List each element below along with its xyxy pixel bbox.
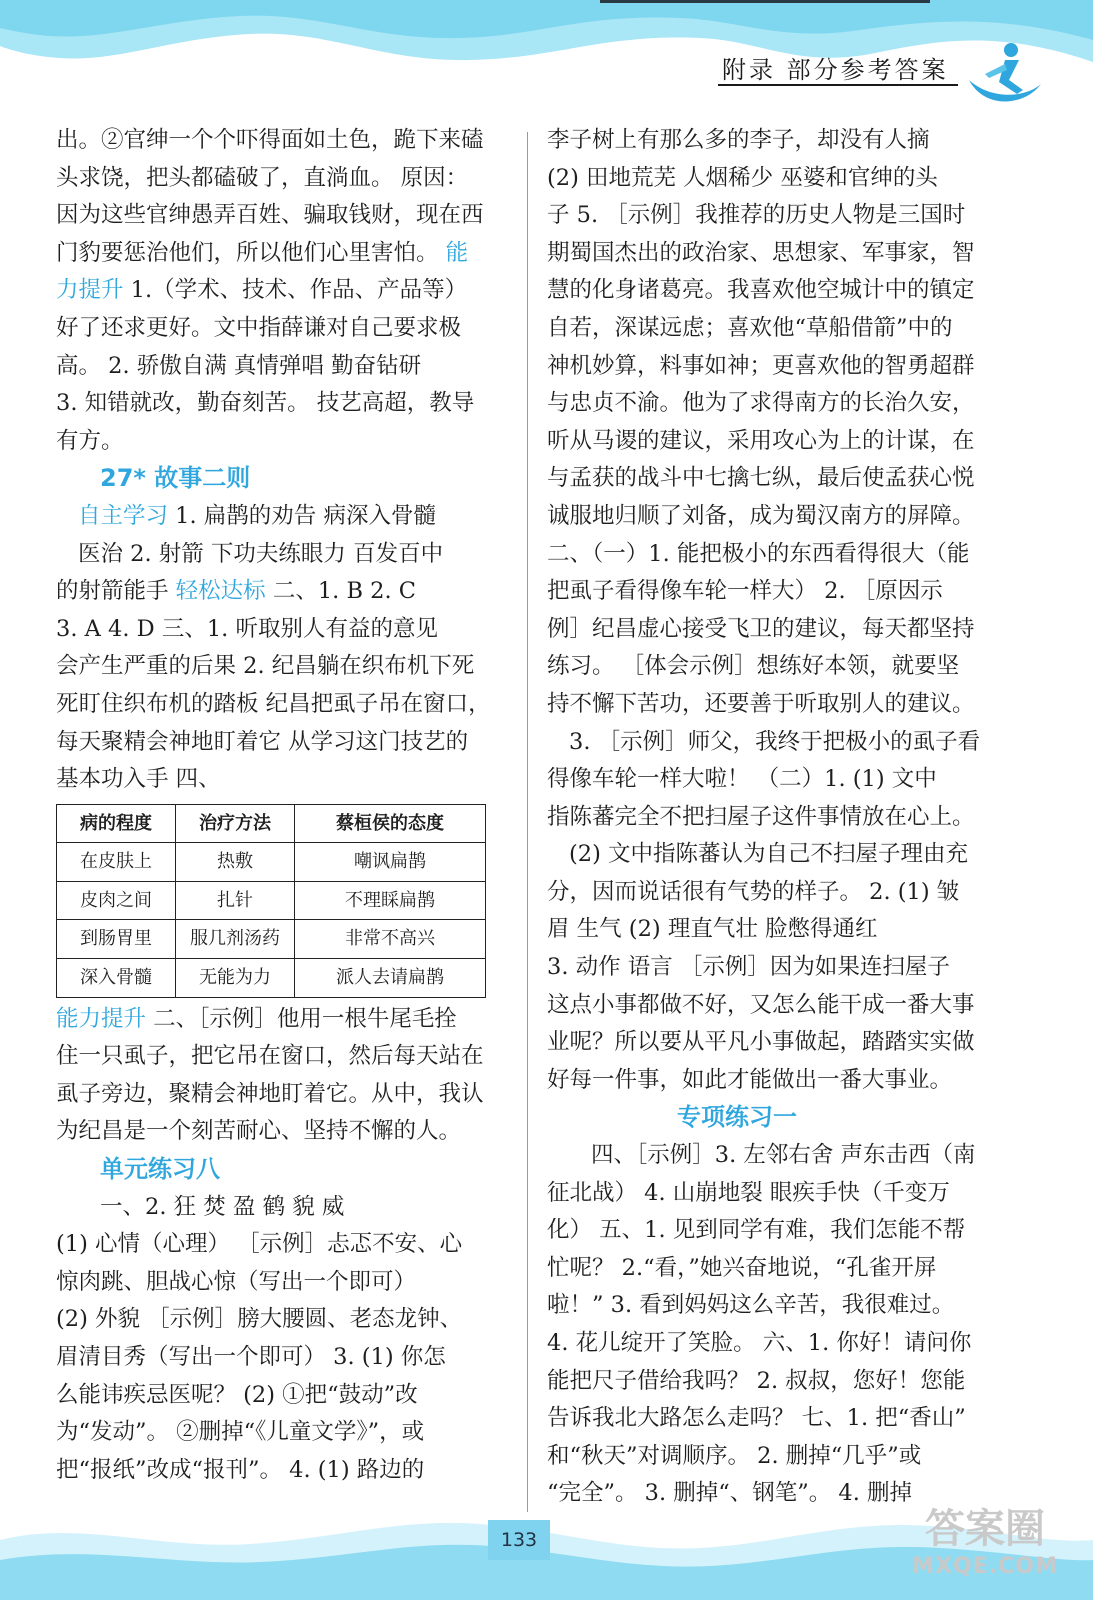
watermark-text: 答案圈 [925, 1506, 1045, 1552]
text-line: 死盯住织布机的踏板 纪昌把虱子吊在窗口， [56, 690, 491, 717]
text-line: 出。②官绅一个个吓得面如土色，跪下来磕 [56, 127, 484, 153]
text-line: 3. A 4. D 三、1. 听取别人有益的意见 [56, 615, 438, 642]
text-line: 为纪昌是一个刻苦耐心、坚持不懈的人。 [56, 1118, 462, 1145]
text-segment: 1.（学术、技术、作品、产品等） [123, 277, 468, 304]
right-column [547, 122, 997, 1513]
text-line: 每天聚精会神地盯着它 从学习这门技艺的 [56, 728, 469, 755]
table-cell: 无能为力 [176, 959, 295, 998]
table-cell: 嘲讽扁鹊 [295, 843, 486, 882]
left-column [56, 122, 506, 1489]
text-line: 3. 知错就改，勤奋刻苦。 技艺高超，教导 [56, 390, 475, 417]
table-cell: 非常不高兴 [295, 920, 486, 959]
text-line: 子 5. ［示例］我推荐的历史人物是三国时 [547, 202, 966, 229]
table-cell: 到肠胃里 [57, 920, 176, 959]
text-line: 与孟获的战斗中七擒七纵，最后使孟获心悦 [547, 465, 975, 492]
text-line: 四、［示例］3. 左邻右舍 声东击西（南 [591, 1142, 976, 1169]
text-line: 李子树上有那么多的李子，却没有人摘 [547, 127, 930, 153]
text-line: (2) 外貌 ［示例］膀大腰圆、老态龙钟、 [56, 1306, 463, 1333]
text-line: 得像车轮一样大啦！ （二）1. (1) 文中 [547, 766, 937, 793]
table-header-row [57, 804, 486, 843]
table-cell: 热敷 [176, 843, 295, 882]
text-line [56, 272, 506, 310]
text-line: 眉清目秀（写出一个即可） 3. (1) 你怎 [56, 1344, 446, 1370]
text-line: 慧的化身诸葛亮。我喜欢他空城计中的镇定 [547, 277, 975, 304]
text-segment: 二、1. B 2. C [265, 578, 416, 605]
text-segment: 1. 扁鹊的劝告 病深入骨髓 [168, 502, 436, 529]
text-line: 因为这些官绅愚弄百姓、骗取钱财，现在西 [56, 202, 484, 229]
text-segment: 二、［示例］他用一根牛尾毛拴 [146, 1005, 457, 1032]
text-line: 头求饶，把头都磕破了，直淌血。 原因： [56, 164, 469, 191]
text-line: 为“发动”。 ②删掉“《儿童文学》”，或 [56, 1419, 425, 1446]
text-line: 征北战） 4. 山崩地裂 眼疾手快（千变万 [547, 1179, 950, 1206]
header-underline [718, 84, 958, 86]
special-practice-heading: 专项练习一 [677, 1103, 797, 1132]
text-line: 例］纪昌虚心接受飞卫的建议，每天都坚持 [547, 615, 975, 642]
table-cell: 派人去请扁鹊 [295, 959, 486, 998]
answer-table [56, 804, 486, 998]
text-line: (1) 心情（心理） ［示例］忐忑不安、心 [56, 1231, 463, 1258]
column-divider [527, 132, 528, 1512]
skier-logo-icon [965, 40, 1045, 108]
table-row [57, 959, 486, 998]
watermark-logo [900, 1506, 1070, 1594]
text-line: 4. 花儿绽开了笑脸。 六、1. 你好！请问你 [547, 1330, 972, 1356]
table-cell: 不理睬扁鹊 [295, 881, 486, 920]
text-line: 么能讳疾忌医呢？ (2) ①把“鼓动”改 [56, 1381, 418, 1408]
table-cell: 服几剂汤药 [176, 920, 295, 959]
text-line: 业呢？所以要从平凡小事做起，踏踏实实做 [547, 1029, 975, 1056]
unit-heading-8: 单元练习八 [100, 1155, 220, 1184]
section-label-ability-cont: 力提升 [56, 277, 124, 304]
table-header-cell: 治疗方法 [176, 804, 295, 843]
text-line: 好每一件事，如此才能做出一番大事业。 [547, 1066, 953, 1093]
table-header-cell: 蔡桓侯的态度 [295, 804, 486, 843]
table-row [57, 843, 486, 882]
section-label-self-study: 自主学习 [78, 502, 169, 529]
section-label-ability: 能 [445, 239, 469, 266]
table-cell: 皮肉之间 [57, 881, 176, 920]
page-number: 133 [488, 1520, 550, 1560]
text-line: 惊肉跳、胆战心惊（写出一个即可） [56, 1268, 417, 1295]
text-line: 住一只虱子，把它吊在窗口，然后每天站在 [56, 1043, 484, 1070]
text-line: 把“报纸”改成“报刊”。 4. (1) 路边的 [56, 1456, 425, 1483]
text-segment: 门豹要惩治他们，所以他们心里害怕。 [56, 239, 446, 266]
text-line: 高。 2. 骄傲自满 真情弹唱 勤奋钻研 [56, 352, 422, 379]
text-line: (2) 田地荒芜 人烟稀少 巫婆和官绅的头 [547, 164, 938, 191]
text-line [56, 235, 506, 273]
text-line: 虱子旁边，聚精会神地盯着它。从中，我认 [56, 1080, 484, 1107]
text-line: 3. ［示例］师父，我终于把极小的虱子看 [569, 728, 981, 755]
text-line: 诚服地归顺了刘备，成为蜀汉南方的屏障。 [547, 502, 975, 529]
text-line: 听从马谡的建议，采用攻心为上的计谋，在 [547, 427, 975, 454]
text-line: “完全”。 3. 删掉“、钢笔”。 4. 删掉 [547, 1480, 913, 1507]
table-cell: 在皮肤上 [57, 843, 176, 882]
text-line: 与忠贞不渝。他为了求得南方的长治久安， [547, 390, 975, 417]
section-label-ability: 能力提升 [56, 1005, 147, 1032]
table-row [57, 881, 486, 920]
text-line: 二、（一）1. 能把极小的东西看得很大（能 [547, 540, 970, 567]
text-line: 自若，深谋远虑；喜欢他“草船借箭”中的 [547, 314, 953, 341]
text-line: 和“秋天”对调顺序。 2. 删掉“几乎”或 [547, 1442, 922, 1469]
text-line: 医治 2. 射箭 下功夫练眼力 百发百中 [78, 540, 444, 567]
table-header-cell: 病的程度 [57, 804, 176, 843]
text-line: (2) 文中指陈蕃认为自己不扫屋子理由充 [569, 841, 969, 868]
text-line: 好了还求更好。文中指薛谦对自己要求极 [56, 314, 462, 341]
text-line: 基本功入手 四、 [56, 766, 221, 793]
text-line: 练习。 ［体会示例］想练好本领，就要坚 [547, 653, 960, 680]
watermark-url: MXQE.COM [912, 1554, 1058, 1579]
text-line: 持不懈下苦功，还要善于听取别人的建议。 [547, 690, 975, 717]
text-line [56, 1001, 506, 1039]
text-line: 啦！” 3. 看到妈妈这么辛苦，我很难过。 [547, 1292, 955, 1319]
text-line: 3. 动作 语言 ［示例］因为如果连扫屋子 [547, 954, 950, 981]
text-line: 指陈蕃完全不把扫屋子这件事情放在心上。 [547, 803, 975, 830]
lesson-heading-27: 27* 故事二则 [100, 464, 251, 493]
table-cell: 深入骨髓 [57, 959, 176, 998]
text-line: 期蜀国杰出的政治家、思想家、军事家，智 [547, 239, 975, 266]
text-line: 把虱子看得像车轮一样大） 2. ［原因示 [547, 578, 943, 605]
text-line: 神机妙算，料事如神；更喜欢他的智勇超群 [547, 352, 975, 379]
text-line: 分，因而说话很有气势的样子。 2. (1) 皱 [547, 878, 960, 905]
text-line [56, 573, 506, 611]
table-row [57, 920, 486, 959]
text-line: 一、2. 狂 焚 盈 鹤 貌 威 [100, 1193, 345, 1220]
header-title: 附录 部分参考答案 [722, 56, 949, 84]
text-line: 忙呢？ 2.“看，”她兴奋地说，“孔雀开屏 [547, 1254, 937, 1281]
text-line: 这点小事都做不好，又怎么能干成一番大事 [547, 991, 975, 1018]
section-label-easy-target: 轻松达标 [175, 578, 266, 605]
text-line: 化） 五、1. 见到同学有难，我们怎能不帮 [547, 1217, 966, 1244]
text-line: 眉 生气 (2) 理直气壮 脸憋得通红 [547, 916, 878, 943]
text-line: 会产生严重的后果 2. 纪昌躺在织布机下死 [56, 653, 475, 680]
text-line: 有方。 [56, 427, 124, 454]
text-line [56, 498, 506, 536]
text-line: 告诉我北大路怎么走吗？ 七、1. 把“香山” [547, 1405, 966, 1432]
table-cell: 扎针 [176, 881, 295, 920]
text-segment: 的射箭能手 [56, 578, 176, 605]
text-line: 能把尺子借给我吗？ 2. 叔叔，您好！您能 [547, 1367, 966, 1394]
